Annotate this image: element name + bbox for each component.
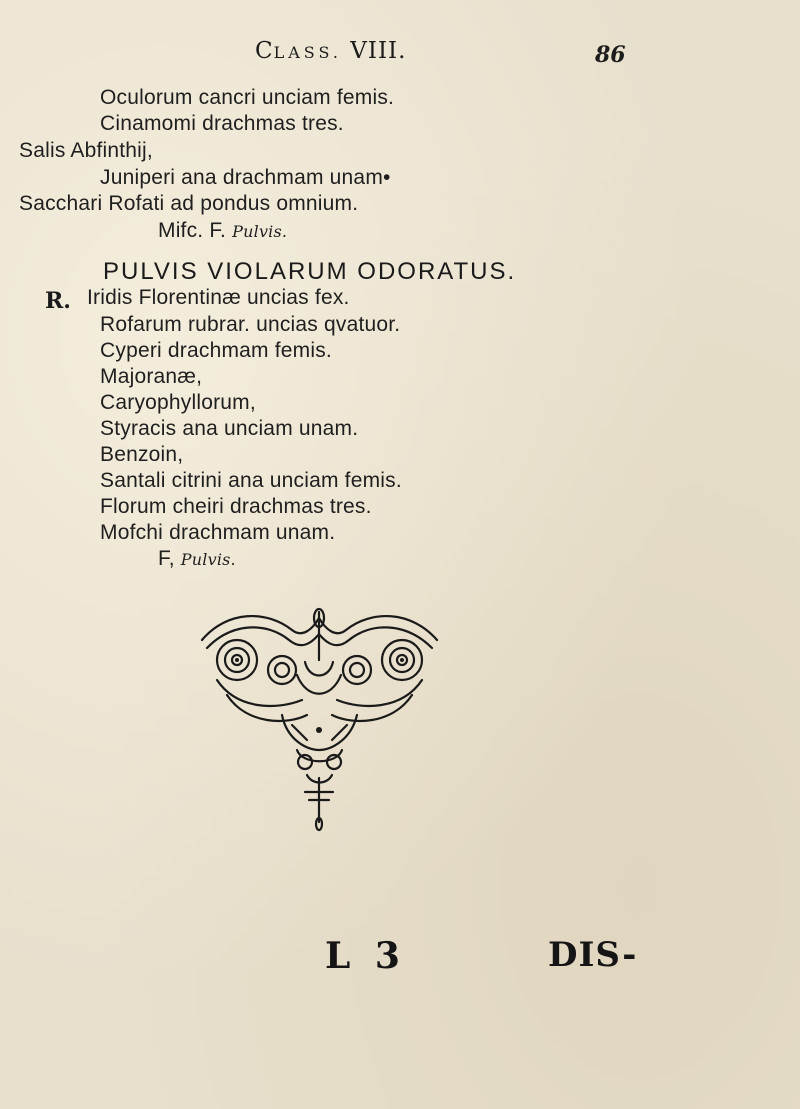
recipe-one-line: Juniperi ana drachmam unam• <box>100 166 391 189</box>
recipe-two-closing <box>158 547 236 571</box>
ingredient-line: Florum cheiri drachmas tres. <box>100 495 372 518</box>
recipe-one-line: Salis Abfinthij, <box>19 139 153 162</box>
running-head <box>255 38 406 64</box>
recipe-sign: R. <box>45 288 71 314</box>
recipe-one-line: Sacchari Rofati ad pondus omnium. <box>19 192 359 215</box>
recipe-two-heading: PULVIS VIOLARUM ODORATUS. <box>103 258 517 285</box>
recipe-two-closing-prefix: F, <box>158 547 175 570</box>
ingredient-line: Santali citrini ana unciam femis. <box>100 469 402 492</box>
ingredient-line: Cyperi drachmam femis. <box>100 339 332 362</box>
recipe-one-closing-italic: Pulvis. <box>232 222 288 241</box>
ingredient-line: Rofarum rubrar. uncias qvatuor. <box>100 313 401 336</box>
ingredient-line: Majoranæ, <box>100 365 203 388</box>
recipe-one-line: Cinamomi drachmas tres. <box>100 112 344 135</box>
ingredient-line: Benzoin, <box>100 443 184 466</box>
ingredient-line: Iridis Florentinæ uncias fex. <box>87 286 350 309</box>
class-label-initial: C <box>255 38 274 64</box>
ingredient-line: Styracis ana unciam unam. <box>100 417 359 440</box>
ingredient-line: Caryophyllorum, <box>100 391 256 414</box>
page-number: 86 <box>595 42 626 68</box>
signature-mark: L 3 <box>325 935 406 977</box>
recipe-one-closing-text: Mifc. F. <box>158 219 227 242</box>
ingredient-line: Mofchi drachmam unam. <box>100 521 336 544</box>
ornament-tailpiece-icon <box>197 600 442 832</box>
catchword: DIS- <box>548 935 638 975</box>
recipe-one-line: Oculorum cancri unciam femis. <box>100 86 395 109</box>
recipe-one-closing <box>158 219 287 243</box>
class-label-rest: LASS. <box>273 43 342 62</box>
class-number: VIII. <box>350 38 407 64</box>
recipe-two-closing-italic: Pulvis. <box>180 550 236 569</box>
